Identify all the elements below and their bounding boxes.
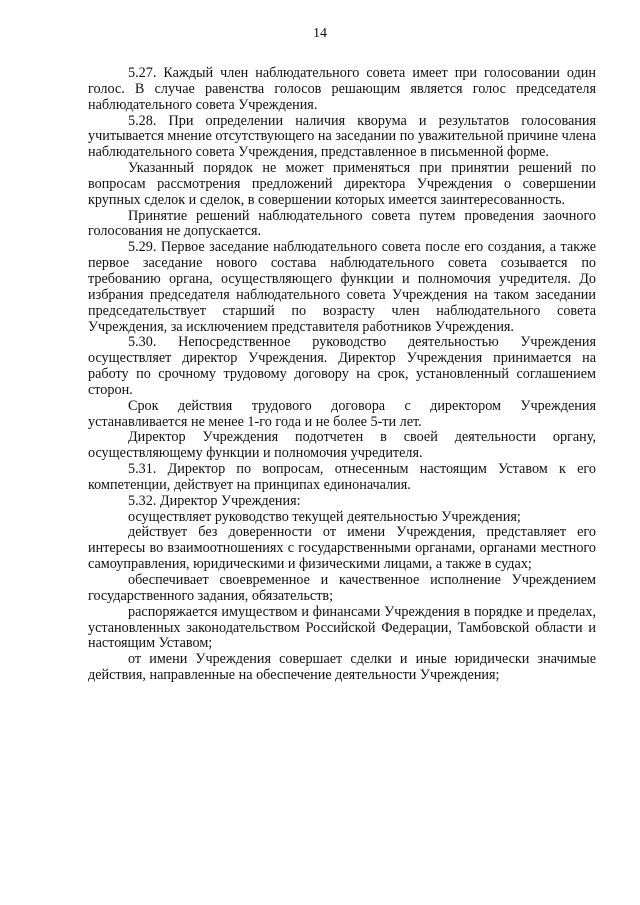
paragraph-5-28: 5.28. При определении наличия кворума и результатов голосования учитывается мнение отсутствующего на заседании по уважительной причине члена наблюдательного совета Учреждения, представленное в письменной форме. [88,112,596,161]
paragraph-5-30-accountability: Директор Учреждения подотчетен в своей деятельности органу, осуществляющему функции и полномочия учредителя. [88,429,596,462]
document-body [88,66,596,684]
list-item-transactions: от имени Учреждения совершает сделки и иные юридически значимые действия, направленные на обеспечение деятельности Учреждения; [88,651,596,684]
paragraph-5-28-absentee-vote: Принятие решений наблюдательного совета путем проведения заочного голосования не допускается. [88,207,596,240]
list-item-state-task: обеспечивает своевременное и качественное исполнение Учреждением государственного задания, обязательств; [88,572,596,604]
list-item-property: распоряжается имуществом и финансами Учреждения в порядке и пределах, установленных законодательством Российской Федерации, Тамбовской области и настоящим Уставом; [88,603,596,652]
paragraph-5-32: 5.32. Директор Учреждения: [128,492,301,509]
paragraph-5-29: 5.29. Первое заседание наблюдательного совета после его создания, а также первое заседание нового состава наблюдательного совета созывается по требованию органа, осуществляющего функции и полномочия учредителя. До избрания председателя наблюдательного совета Учреждения на таком заседании председательствует старший по возрасту член наблюдательного совета Учреждения, за исключением представителя работников Учреждения. [88,239,596,335]
paragraph-5-28-exception: Указанный порядок не может применяться при принятии решений по вопросам рассмотрения предложений директора Учреждения о совершении крупных сделок и сделок, в совершении которых имеется заинтересованность. [88,160,596,208]
paragraph-5-30: 5.30. Непосредственное руководство деятельностью Учреждения осуществляет директор Учреждения. Директор Учреждения принимается на работу по срочному трудовому договору на срок, установленный соглашением сторон. [88,334,596,398]
paragraph-5-31: 5.31. Директор по вопросам, отнесенным настоящим Уставом к его компетенции, действует на принципах единоначалия. [88,461,596,493]
list-item-management: осуществляет руководство текущей деятельностью Учреждения; [128,508,521,525]
list-item-representation: действует без доверенности от имени Учреждения, представляет его интересы во взаимоотношениях с государственными органами, органами местного самоуправления, юридическими и физическими лицами, а также в судах; [88,524,596,573]
page-number: 14 [313,26,327,41]
paragraph-5-27: 5.27. Каждый член наблюдательного совета имеет при голосовании один голос. В случае равенства голосов решающим является голос председателя наблюдательного совета Учреждения. [88,65,596,113]
paragraph-5-30-contract-term: Срок действия трудового договора с директором Учреждения устанавливается не менее 1-го года и не более 5-ти лет. [88,397,596,430]
